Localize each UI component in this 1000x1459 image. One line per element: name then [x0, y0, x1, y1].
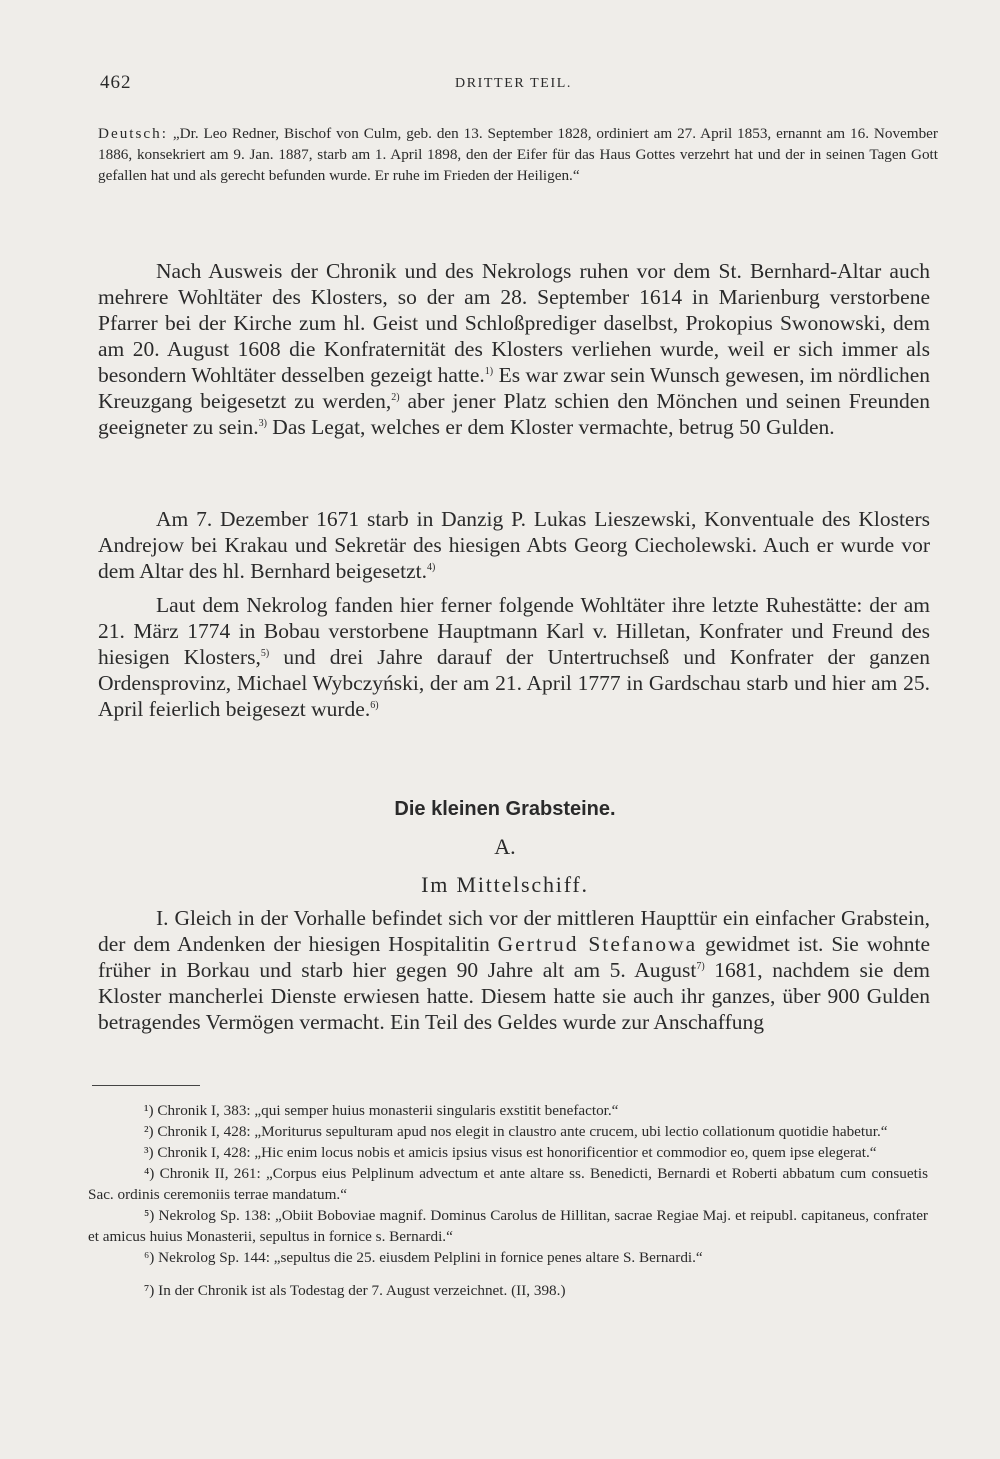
translation-text: „Dr. Leo Redner, Bischof von Culm, geb. den 13. September 1828, ordiniert am 27. April 1853, ernannt am 16. November 1886, konsekriert am 9. Jan. 1887, starb am 1. April 1898, den der Eifer für das Haus Gottes verzehrt hat und der in seinen Tagen Gott gefallen hat und als gerecht befunden wurde. Er ruhe im Frieden der Heiligen.“	[98, 125, 938, 184]
footnotes	[88, 1100, 928, 1301]
footnote-spacer	[88, 1268, 928, 1280]
footnote-1: ¹) Chronik I, 383: „qui semper huius monasterii singularis exstitit benefactor.“	[144, 1102, 619, 1119]
footnote-3: ³) Chronik I, 428: „Hic enim locus nobis et amicis ipsius visus est honorificentior et commodior eo, quem ipse elegerat.“	[144, 1144, 877, 1161]
footnote-ref: 5)	[260, 647, 270, 659]
paragraph-lieszewski	[98, 506, 930, 584]
paragraph-text: Das Legat, welches er dem Kloster vermachte, betrug 50 Gulden.	[266, 415, 835, 439]
footnote-ref: 6)	[370, 699, 379, 711]
subsection-letter: A.	[494, 834, 516, 859]
spaced-name: Gertrud Stefanowa	[497, 932, 698, 956]
footnote-ref: 1)	[484, 365, 494, 377]
footnote-7: ⁷) In der Chronik ist als Todestag der 7. August verzeichnet. (II, 398.)	[144, 1282, 566, 1299]
footnote-ref: 7)	[696, 960, 705, 972]
paragraph-text: und drei Jahre darauf der Untertruchseß und Konfrater der ganzen Ordensprovinz, Michael Wybczyński, der am 21. April 1777 in Gardschau starb und hier am 25. April feierlich beigesezt wurde.	[98, 645, 931, 721]
footnote-5: ⁵) Nekrolog Sp. 138: „Obiit Boboviae magnif. Dominus Carolus de Hillitan, sacrae Regiae Maj. et reipubl. capitaneus, confrater et amicus huius Monasterii, sepultus in fornice s. Bernardi.“	[88, 1207, 928, 1245]
paragraph-benefactors	[98, 258, 930, 440]
footnote-ref: 2)	[391, 391, 400, 403]
paragraph-stefanowa	[98, 905, 930, 1035]
inscription-translation	[98, 123, 938, 186]
paragraph-text: Laut dem Nekrolog fanden hier ferner folgende Wohltäter ihre letzte Ruhestätte: der am 21. März 1774 in Bobau verstorbene Hauptmann Karl v. Hilletan, Konfrater und Freund des hiesigen Klosters,	[98, 593, 930, 669]
footnote-6: ⁶) Nekrolog Sp. 144: „sepultus die 25. eiusdem Pelplini in fornice penes altare S. Bernardi.“	[144, 1249, 703, 1266]
paragraph-text: I. Gleich in der Vorhalle befindet sich vor der mittleren Haupttür ein einfacher Grabstein, der dem Andenken der hiesigen Hospitalitin	[98, 906, 930, 956]
paragraph-text: Es war zwar sein Wunsch gewesen, im nördlichen Kreuzgang beigesetzt zu werden,	[98, 363, 930, 413]
paragraph-text: gewidmet ist. Sie wohnte früher in Borkau und starb hier gegen 90 Jahre alt am 5. August	[98, 932, 930, 982]
paragraph-text: Nach Ausweis der Chronik und des Nekrologs ruhen vor dem St. Bernhard-Altar auch mehrere Wohltäter des Klosters, so der am 28. September 1614 in Marienburg verstorbene Pfarrer bei der Kirche zum hl. Geist und Schloßprediger daselbst, Prokopius Swonowski, dem am 20. August 1608 die Konfraternität des Klosters verliehen wurde, weil er sich immer als besondern Wohltäter desselben gezeigt hatte.	[98, 259, 930, 387]
footnote-ref: 3)	[258, 417, 267, 429]
translation-lead: Deutsch:	[98, 125, 168, 142]
paragraph-text: aber jener Platz schien den Mönchen und seinen Freunden geeigneter zu sein.	[98, 389, 930, 439]
paragraph-text: Am 7. Dezember 1671 starb in Danzig P. Lukas Lieszewski, Konventuale des Klosters Andrejow bei Krakau und Sekretär des hiesigen Abts Georg Ciecholewski. Auch er wurde vor dem Altar des hl. Bernhard beigesetzt.	[98, 507, 930, 583]
paragraph-text: 1681, nachdem sie dem Kloster mancherlei Dienste erwiesen hatte. Diesem hatte sie auch ihr ganzes, über 900 Gulden betragendes Vermögen vermacht. Ein Teil des Geldes wurde zur Anschaffung	[98, 958, 930, 1034]
paragraph-nekrolog	[98, 592, 930, 722]
footnote-ref: 4)	[426, 561, 436, 573]
running-title: DRITTER TEIL.	[455, 76, 572, 91]
section-heading: Die kleinen Grabsteine.	[394, 798, 616, 820]
subsection-title: Im Mittelschiff.	[421, 872, 589, 897]
footnote-divider	[92, 1085, 200, 1086]
footnote-2: ²) Chronik I, 428: „Moriturus sepulturam apud nos elegit in claustro ante crucem, ubi lectio collationum quotidie habetur.“	[144, 1123, 888, 1140]
footnote-4: ⁴) Chronik II, 261: „Corpus eius Pelplinum advectum et ante altare ss. Benedicti, Bernardi et Roberti abbatum cum consuetis Sac. ordinis ceremoniis terrae mandatum.“	[88, 1165, 928, 1203]
page-number: 462	[100, 72, 132, 93]
